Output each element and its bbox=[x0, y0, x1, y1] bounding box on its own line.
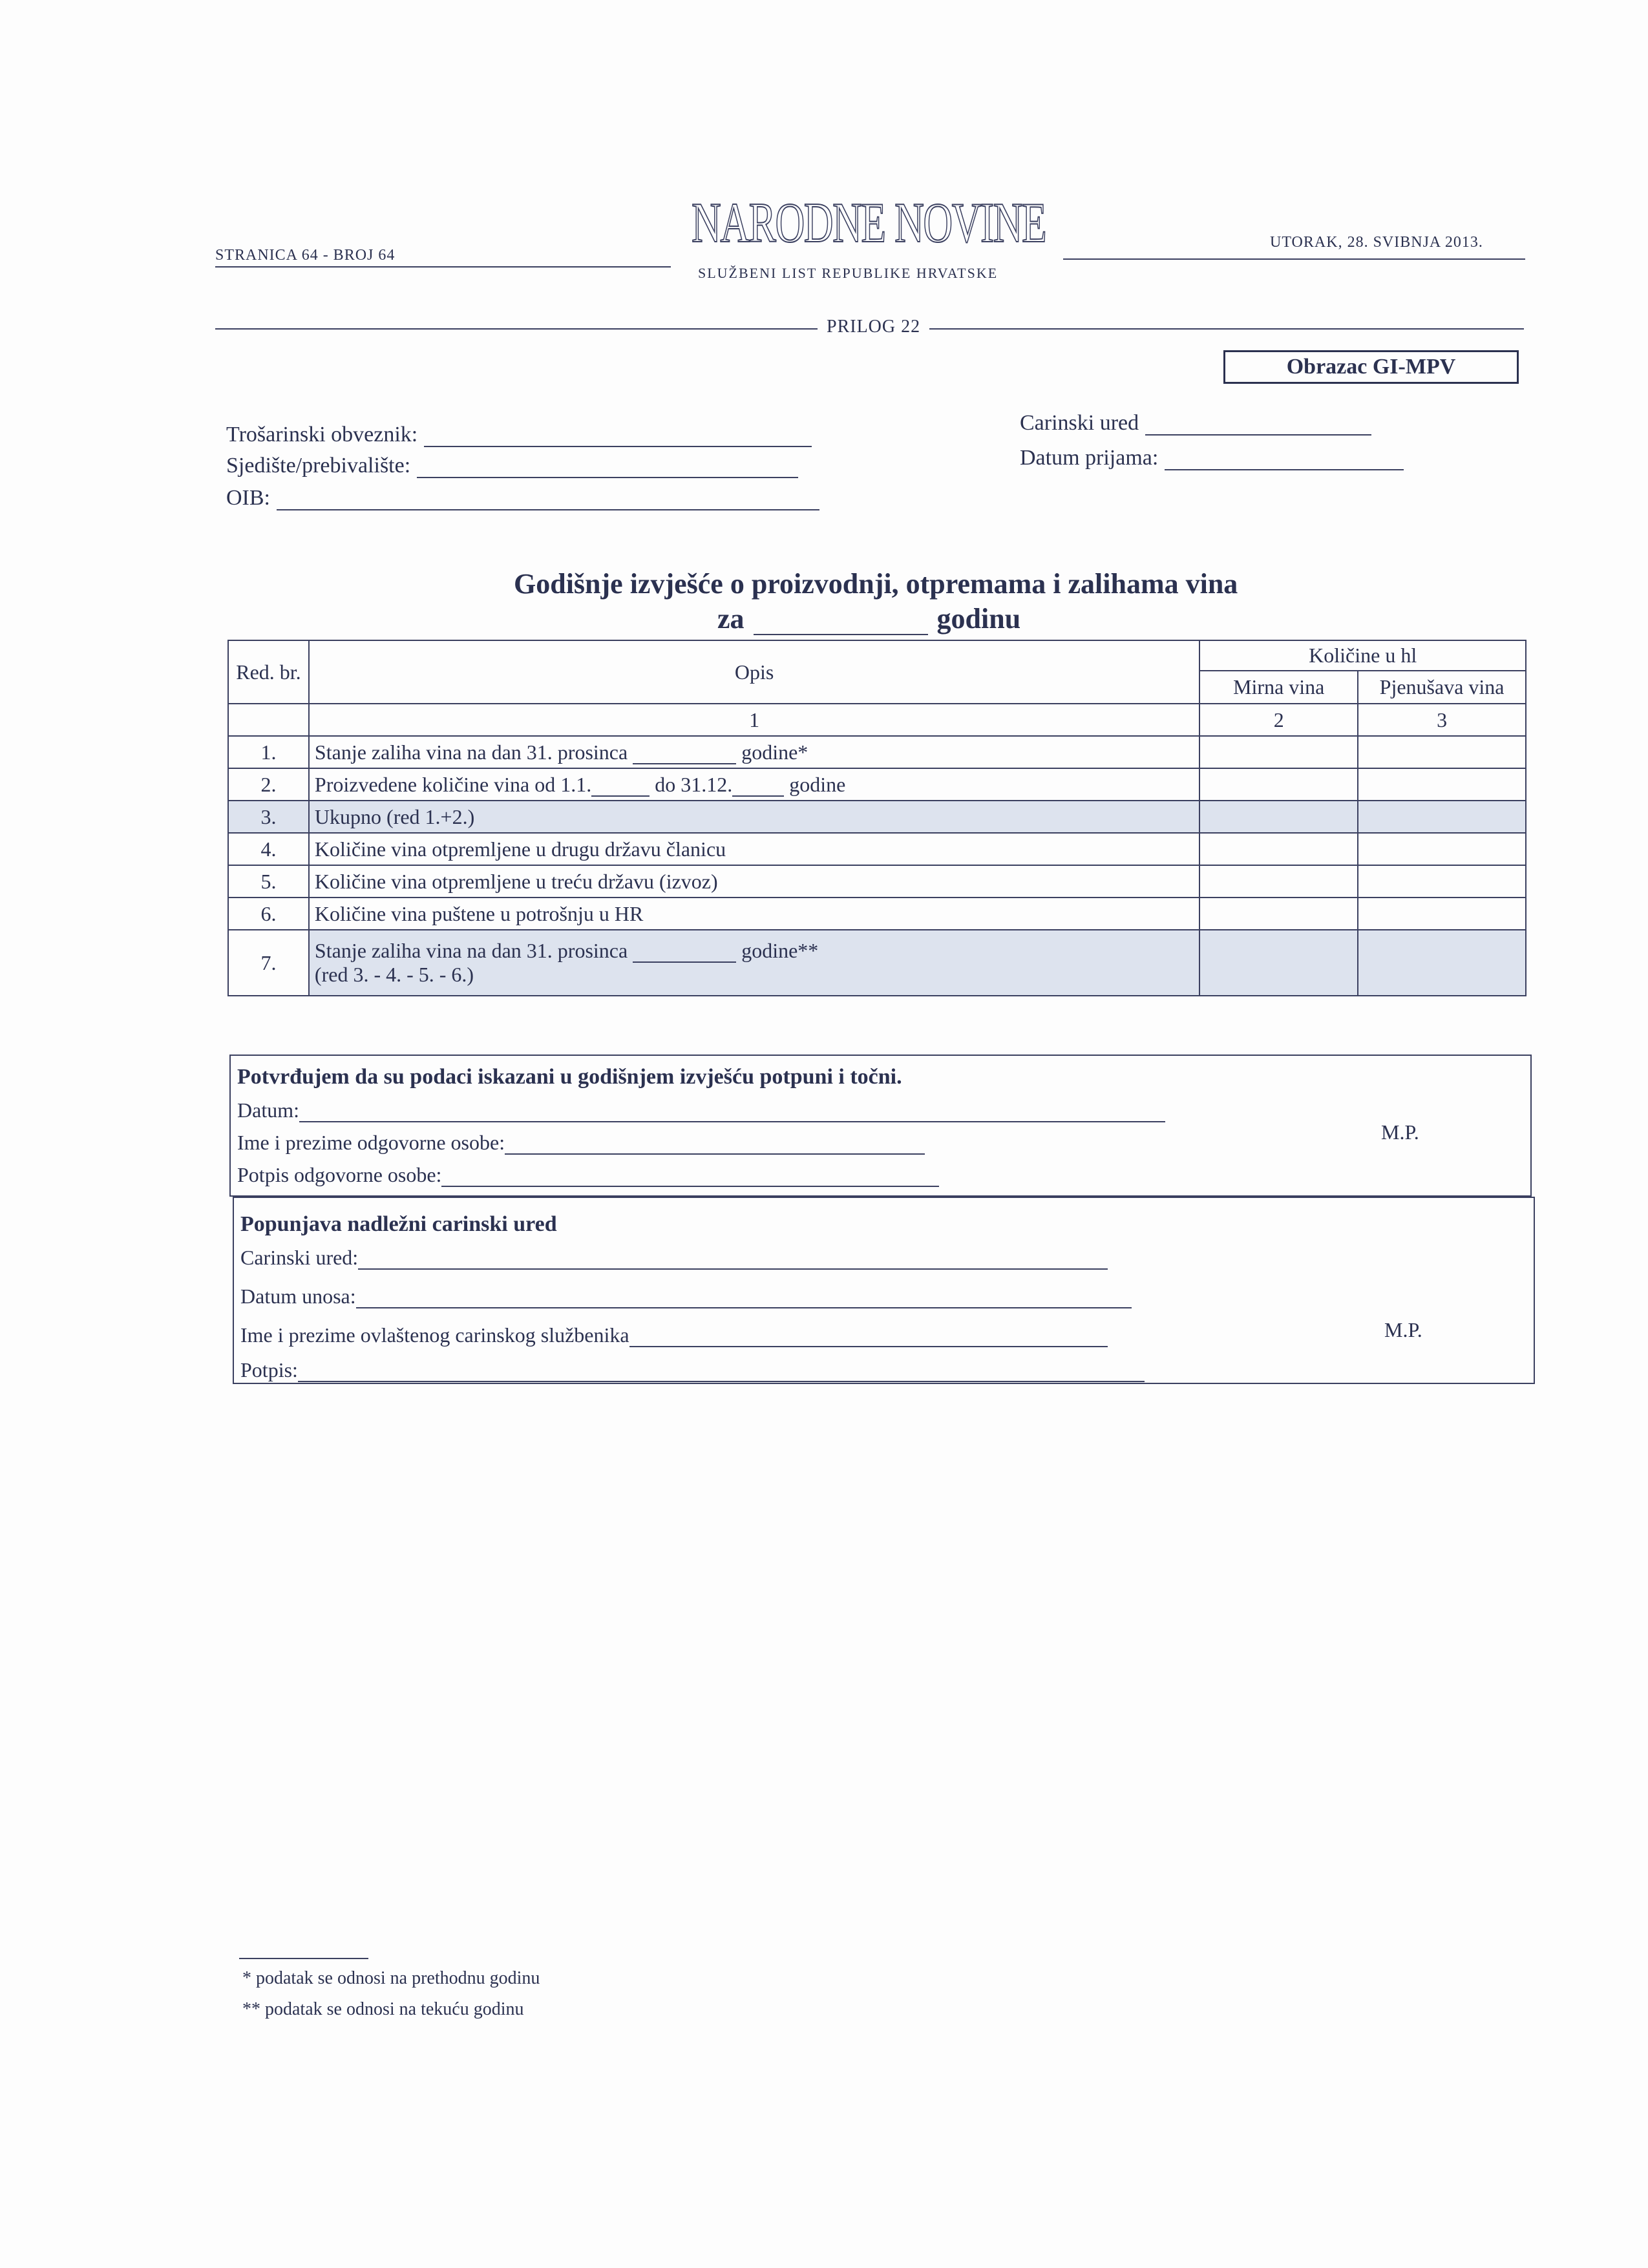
customs-datum-field[interactable]: Datum unosa: bbox=[240, 1285, 1132, 1308]
field-label: Carinski ured bbox=[1020, 411, 1139, 435]
masthead-logo: NARODNE NOVINE bbox=[692, 192, 1046, 255]
field-oib[interactable] bbox=[226, 486, 819, 510]
row-description: Količine vina otpremljene u treću državu (izvoz) bbox=[309, 865, 1199, 898]
number-row-3: 3 bbox=[1358, 704, 1526, 736]
row-description: Stanje zaliha vina na dan 31. prosinca godine** (red 3. - 4. - 5. - 6.) bbox=[309, 930, 1199, 996]
field-label: OIB: bbox=[226, 486, 270, 510]
masthead-subtitle: SLUŽBENI LIST REPUBLIKE HRVATSKE bbox=[698, 265, 998, 281]
pjenusava-vina-cell[interactable] bbox=[1358, 898, 1526, 930]
form-code-box: Obrazac GI-MPV bbox=[1223, 350, 1519, 384]
header-kolicine: Količine u hl bbox=[1199, 640, 1526, 671]
row-description: Proizvedene količine vina od 1.1. do 31.12. godine bbox=[309, 768, 1199, 801]
customs-office-box bbox=[233, 1197, 1535, 1384]
mirna-vina-cell[interactable] bbox=[1199, 898, 1358, 930]
row-description: Ukupno (red 1.+2.) bbox=[309, 801, 1199, 833]
wine-report-table bbox=[227, 640, 1527, 996]
row-number: 3. bbox=[228, 801, 309, 833]
field-datum-prijama[interactable] bbox=[1020, 446, 1404, 470]
row-number: 2. bbox=[228, 768, 309, 801]
customs-potpis-field[interactable]: Potpis: bbox=[240, 1358, 1145, 1382]
mirna-vina-cell[interactable] bbox=[1199, 736, 1358, 768]
field-blank[interactable] bbox=[417, 457, 798, 478]
row-description: Količine vina puštene u potrošnju u HR bbox=[309, 898, 1199, 930]
row-number: 7. bbox=[228, 930, 309, 996]
field-label: Sjedište/prebivalište: bbox=[226, 454, 411, 478]
field-carinski-ured[interactable] bbox=[1020, 411, 1371, 436]
row-description: Stanje zaliha vina na dan 31. prosinca godine* bbox=[309, 736, 1199, 768]
footnote-1: * podatak se odnosi na prethodnu godinu bbox=[242, 1968, 540, 1988]
table-row bbox=[228, 801, 1526, 833]
report-year-line[interactable] bbox=[717, 602, 1020, 635]
customs-ured-field[interactable]: Carinski ured: bbox=[240, 1246, 1108, 1270]
footnote-rule bbox=[239, 1958, 368, 1959]
field-blank[interactable] bbox=[1165, 450, 1404, 470]
mirna-vina-cell[interactable] bbox=[1199, 865, 1358, 898]
title-godinu: godinu bbox=[936, 603, 1021, 635]
confirm-potpis-field[interactable]: Potpis odgovorne osobe: bbox=[237, 1163, 939, 1187]
number-row-empty bbox=[228, 704, 309, 736]
pjenusava-vina-cell[interactable] bbox=[1358, 801, 1526, 833]
prilog-label: PRILOG 22 bbox=[818, 317, 929, 337]
table-row bbox=[228, 768, 1526, 801]
mirna-vina-cell[interactable] bbox=[1199, 930, 1358, 996]
customs-title: Popunjava nadležni carinski ured bbox=[240, 1212, 557, 1236]
row-description: Količine vina otpremljene u drugu državu članicu bbox=[309, 833, 1199, 865]
year-blank[interactable] bbox=[754, 612, 928, 635]
table-row bbox=[228, 833, 1526, 865]
mirna-vina-cell[interactable] bbox=[1199, 801, 1358, 833]
field-blank[interactable] bbox=[1145, 415, 1371, 436]
header-opis: Opis bbox=[309, 640, 1199, 704]
pjenusava-vina-cell[interactable] bbox=[1358, 833, 1526, 865]
stamp-placeholder: M.P. bbox=[1381, 1120, 1419, 1144]
field-obveznik[interactable] bbox=[226, 423, 812, 447]
table-row bbox=[228, 736, 1526, 768]
report-title: Godišnje izvješće o proizvodnji, otpremama i zalihama vina bbox=[514, 568, 1238, 600]
mirna-vina-cell[interactable] bbox=[1199, 768, 1358, 801]
footnote-2: ** podatak se odnosi na tekuću godinu bbox=[242, 1999, 524, 2019]
confirm-datum-field[interactable]: Datum: bbox=[237, 1098, 1165, 1122]
field-sjediste[interactable] bbox=[226, 454, 798, 478]
row-number: 4. bbox=[228, 833, 309, 865]
pjenusava-vina-cell[interactable] bbox=[1358, 768, 1526, 801]
pjenusava-vina-cell[interactable] bbox=[1358, 930, 1526, 996]
header-rule-left bbox=[215, 266, 671, 268]
table-row bbox=[228, 930, 1526, 996]
header-mirna-vina: Mirna vina bbox=[1199, 671, 1358, 704]
header-red-br: Red. br. bbox=[228, 640, 309, 704]
confirm-ime-field[interactable]: Ime i prezime odgovorne osobe: bbox=[237, 1131, 925, 1155]
confirmation-box bbox=[229, 1055, 1532, 1197]
row-number: 5. bbox=[228, 865, 309, 898]
title-za: za bbox=[717, 603, 745, 635]
table-row bbox=[228, 898, 1526, 930]
mirna-vina-cell[interactable] bbox=[1199, 833, 1358, 865]
row-number: 6. bbox=[228, 898, 309, 930]
field-blank[interactable] bbox=[424, 426, 812, 447]
table-row bbox=[228, 865, 1526, 898]
pjenusava-vina-cell[interactable] bbox=[1358, 865, 1526, 898]
header-rule-right bbox=[1063, 258, 1525, 260]
customs-ime-field[interactable]: Ime i prezime ovlaštenog carinskog službenika bbox=[240, 1323, 1108, 1347]
row-number: 1. bbox=[228, 736, 309, 768]
header-pjenusava-vina: Pjenušava vina bbox=[1358, 671, 1526, 704]
number-row-2: 2 bbox=[1199, 704, 1358, 736]
page-number: STRANICA 64 - BROJ 64 bbox=[215, 247, 396, 264]
issue-date: UTORAK, 28. SVIBNJA 2013. bbox=[1270, 234, 1483, 251]
confirmation-title: Potvrđujem da su podaci iskazani u godišnjem izvješću potpuni i točni. bbox=[237, 1065, 902, 1089]
field-label: Datum prijama: bbox=[1020, 446, 1159, 470]
number-row-1: 1 bbox=[309, 704, 1199, 736]
stamp-placeholder: M.P. bbox=[1384, 1318, 1422, 1341]
pjenusava-vina-cell[interactable] bbox=[1358, 736, 1526, 768]
field-blank[interactable] bbox=[277, 490, 819, 510]
field-label: Trošarinski obveznik: bbox=[226, 423, 418, 446]
